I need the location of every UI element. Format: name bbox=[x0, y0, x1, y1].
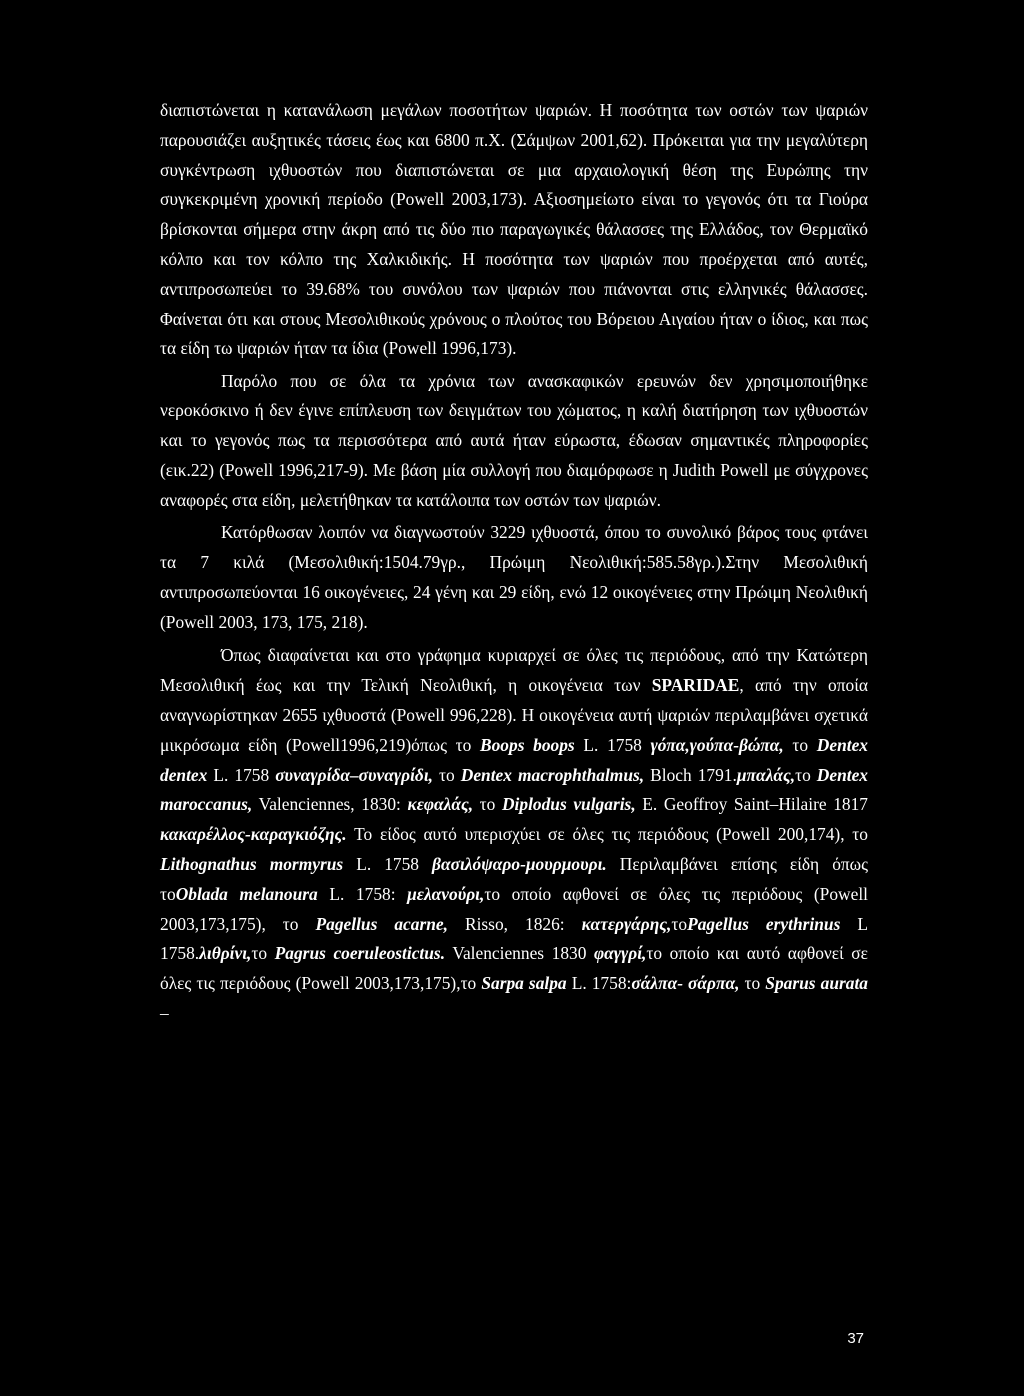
species-name: Diplodus vulgaris, bbox=[501, 794, 636, 815]
species-name: Dentex maroccanus, bbox=[160, 764, 868, 815]
species-name: Lithognathus mormyrus bbox=[160, 853, 344, 874]
text-run: Valenciennes 1830 bbox=[445, 943, 594, 964]
greek-common-name: μπαλάς, bbox=[736, 764, 796, 785]
paragraph-2: Παρόλο που σε όλα τα χρόνια των ανασκαφικών ερευνών δεν χρησιμοποιήθηκε νεροκόσκινο ή δεν έγινε επίπλευση των δειγμάτων του χώματος, η καλή διατήρηση των ιχθυοστών και το γεγονός πως τα περισσότερα από αυτά ήταν εύρωστα, έδωσαν σημαντικές πληροφορίες (εικ.22) (Powell 1996,217-9). Με βάση μία συλλογή που διαμόρφωσε η Judith Powell με σύγχρονες αναφορές στα είδη, μελετήθηκαν τα κατάλοιπα των οστών των ψαριών. bbox=[160, 370, 868, 510]
text-run: L. 1758: bbox=[317, 883, 408, 904]
family-name-sparidae: SPARIDAE bbox=[651, 675, 740, 696]
text-run: Bloch 1791. bbox=[644, 764, 737, 785]
paragraph-1: διαπιστώνεται η κατανάλωση μεγάλων ποσοτήτων ψαριών. Η ποσότητα των οστών των ψαριών παρουσιάζει αυξητικές τάσεις έως και 6800 π.Χ. (Σάμψων 2001,62). Πρόκειται για την μεγαλύτερη συγκέντρωση ιχθυοστών που διαπιστώνεται σε μια αρχαιολογική θέση της Ευρώπης την συγκεκριμένη χρονική περίοδο (Powell 2003,173). Αξιοσημείωτο είναι το γεγονός ότι τα Γιούρα βρίσκονται σήμερα στην άκρη από τις δύο πιο παραγωγικές θάλασσες της Ελλάδος, τον Θερμαϊκό κόλπο και τον κόλπο της Χαλκιδικής. Η ποσότητα των ψαριών που προέρχεται από αυτές, αντιπροσωπεύει το 39.68% του συνόλου των ψαριών που πιάνονται στις ελληνικές θάλασσες. Φαίνεται ότι και στους Μεσολιθικούς χρόνους ο πλούτος του Βόρειου Αιγαίου ήταν ο ίδιος, και πως τα είδη τω ψαριών ήταν τα ίδια (Powell 1996,173). bbox=[160, 100, 868, 359]
text-run: το οποίο αφθονεί σε όλες τις περιόδους (Powell 2003,173,175), το bbox=[160, 883, 868, 934]
text-run: το bbox=[795, 764, 817, 785]
greek-common-name: κακαρέλλος-καραγκιόζης. bbox=[160, 824, 347, 845]
text-run: L. 1758 bbox=[343, 853, 433, 874]
text-run: L. 1758: bbox=[566, 973, 632, 994]
text-run: L. 1758 bbox=[207, 764, 276, 785]
text-run: Risso, 1826: bbox=[447, 913, 582, 934]
text-run: το bbox=[783, 734, 817, 755]
greek-common-name: σάλπα- σάρπα, bbox=[631, 973, 740, 994]
text-run: Το είδος αυτό υπερισχύει σε όλες τις περιόδους (Powell 200,174), το bbox=[346, 824, 868, 845]
text-run: Περιλαμβάνει επίσης είδη όπως το bbox=[160, 853, 869, 904]
species-name: Pagellus erythrinus bbox=[687, 913, 841, 934]
greek-common-name: κεφαλάς, bbox=[407, 794, 474, 815]
text-run: E. Geoffroy Saint–Hilaire 1817 bbox=[635, 794, 868, 815]
text-run: το bbox=[473, 794, 502, 815]
greek-common-name: κατεργάρης, bbox=[581, 913, 672, 934]
text-run: , από την οποία αναγνωρίστηκαν 2655 ιχθυοστά (Powell 996,228). Η οικογένεια αυτή ψαριών περιλαμβάνει σχετικά μικρόσωμα είδη (Powell1996,219)όπως το bbox=[160, 675, 869, 755]
text-run: L. 1758 bbox=[574, 734, 651, 755]
species-name: Pagellus acarne, bbox=[315, 913, 448, 934]
text-run: L 1758. bbox=[160, 913, 868, 964]
species-name: Sparus aurata bbox=[765, 973, 868, 994]
text-run: το bbox=[433, 764, 461, 785]
text-run: το οποίο και αυτό αφθονεί σε όλες τις περιόδους (Powell 2003,173,175),το bbox=[160, 943, 868, 994]
paragraph-3: Κατόρθωσαν λοιπόν να διαγνωστούν 3229 ιχθυοστά, όπου το συνολικό βάρος τους φτάνει τα 7 κιλά (Μεσολιθική:1504.79γρ., Πρώιμη Νεολιθική:585.58γρ.).Στην Μεσολιθική αντιπροσωπεύονται 16 οικογένειες, 24 γένη και 29 είδη, ενώ 12 οικογένειες στην Πρώιμη Νεολιθική (Powell 2003, 173, 175, 218). bbox=[160, 522, 868, 632]
text-run: – bbox=[160, 1002, 169, 1023]
text-run: το bbox=[251, 943, 275, 964]
species-name: Oblada melanoura bbox=[175, 883, 318, 904]
paragraph-4 bbox=[160, 641, 868, 1028]
text-run: το bbox=[739, 973, 766, 994]
species-name: Pagrus coeruleostictus. bbox=[274, 943, 446, 964]
species-name: Dentex macrophthalmus, bbox=[460, 764, 645, 785]
text-run: το bbox=[671, 913, 688, 934]
greek-common-name: συναγρίδα–συναγρίδι, bbox=[275, 764, 434, 785]
greek-common-name: φαγγρί, bbox=[593, 943, 647, 964]
species-name: Boops boops bbox=[480, 734, 575, 755]
species-name: Sarpa salpa bbox=[481, 973, 567, 994]
species-name: Dentex dentex bbox=[160, 734, 868, 785]
greek-common-name: βασιλόψαρο-μουρμουρι. bbox=[432, 853, 607, 874]
page-number: 37 bbox=[847, 1330, 864, 1347]
text-run: Valenciennes, 1830: bbox=[252, 794, 408, 815]
greek-common-name: μελανούρι, bbox=[407, 883, 485, 904]
greek-common-name: λιθρίνι, bbox=[199, 943, 252, 964]
document-page bbox=[160, 96, 868, 1029]
text-run: Όπως διαφαίνεται και στο γράφημα κυριαρχεί σε όλες τις περιόδους, από την Κατώτερη Μεσολιθική έως και την Τελική Νεολιθική, η οικογένεια των bbox=[160, 645, 868, 696]
greek-common-name: γόπα,γούπα-βώπα, bbox=[650, 734, 784, 755]
